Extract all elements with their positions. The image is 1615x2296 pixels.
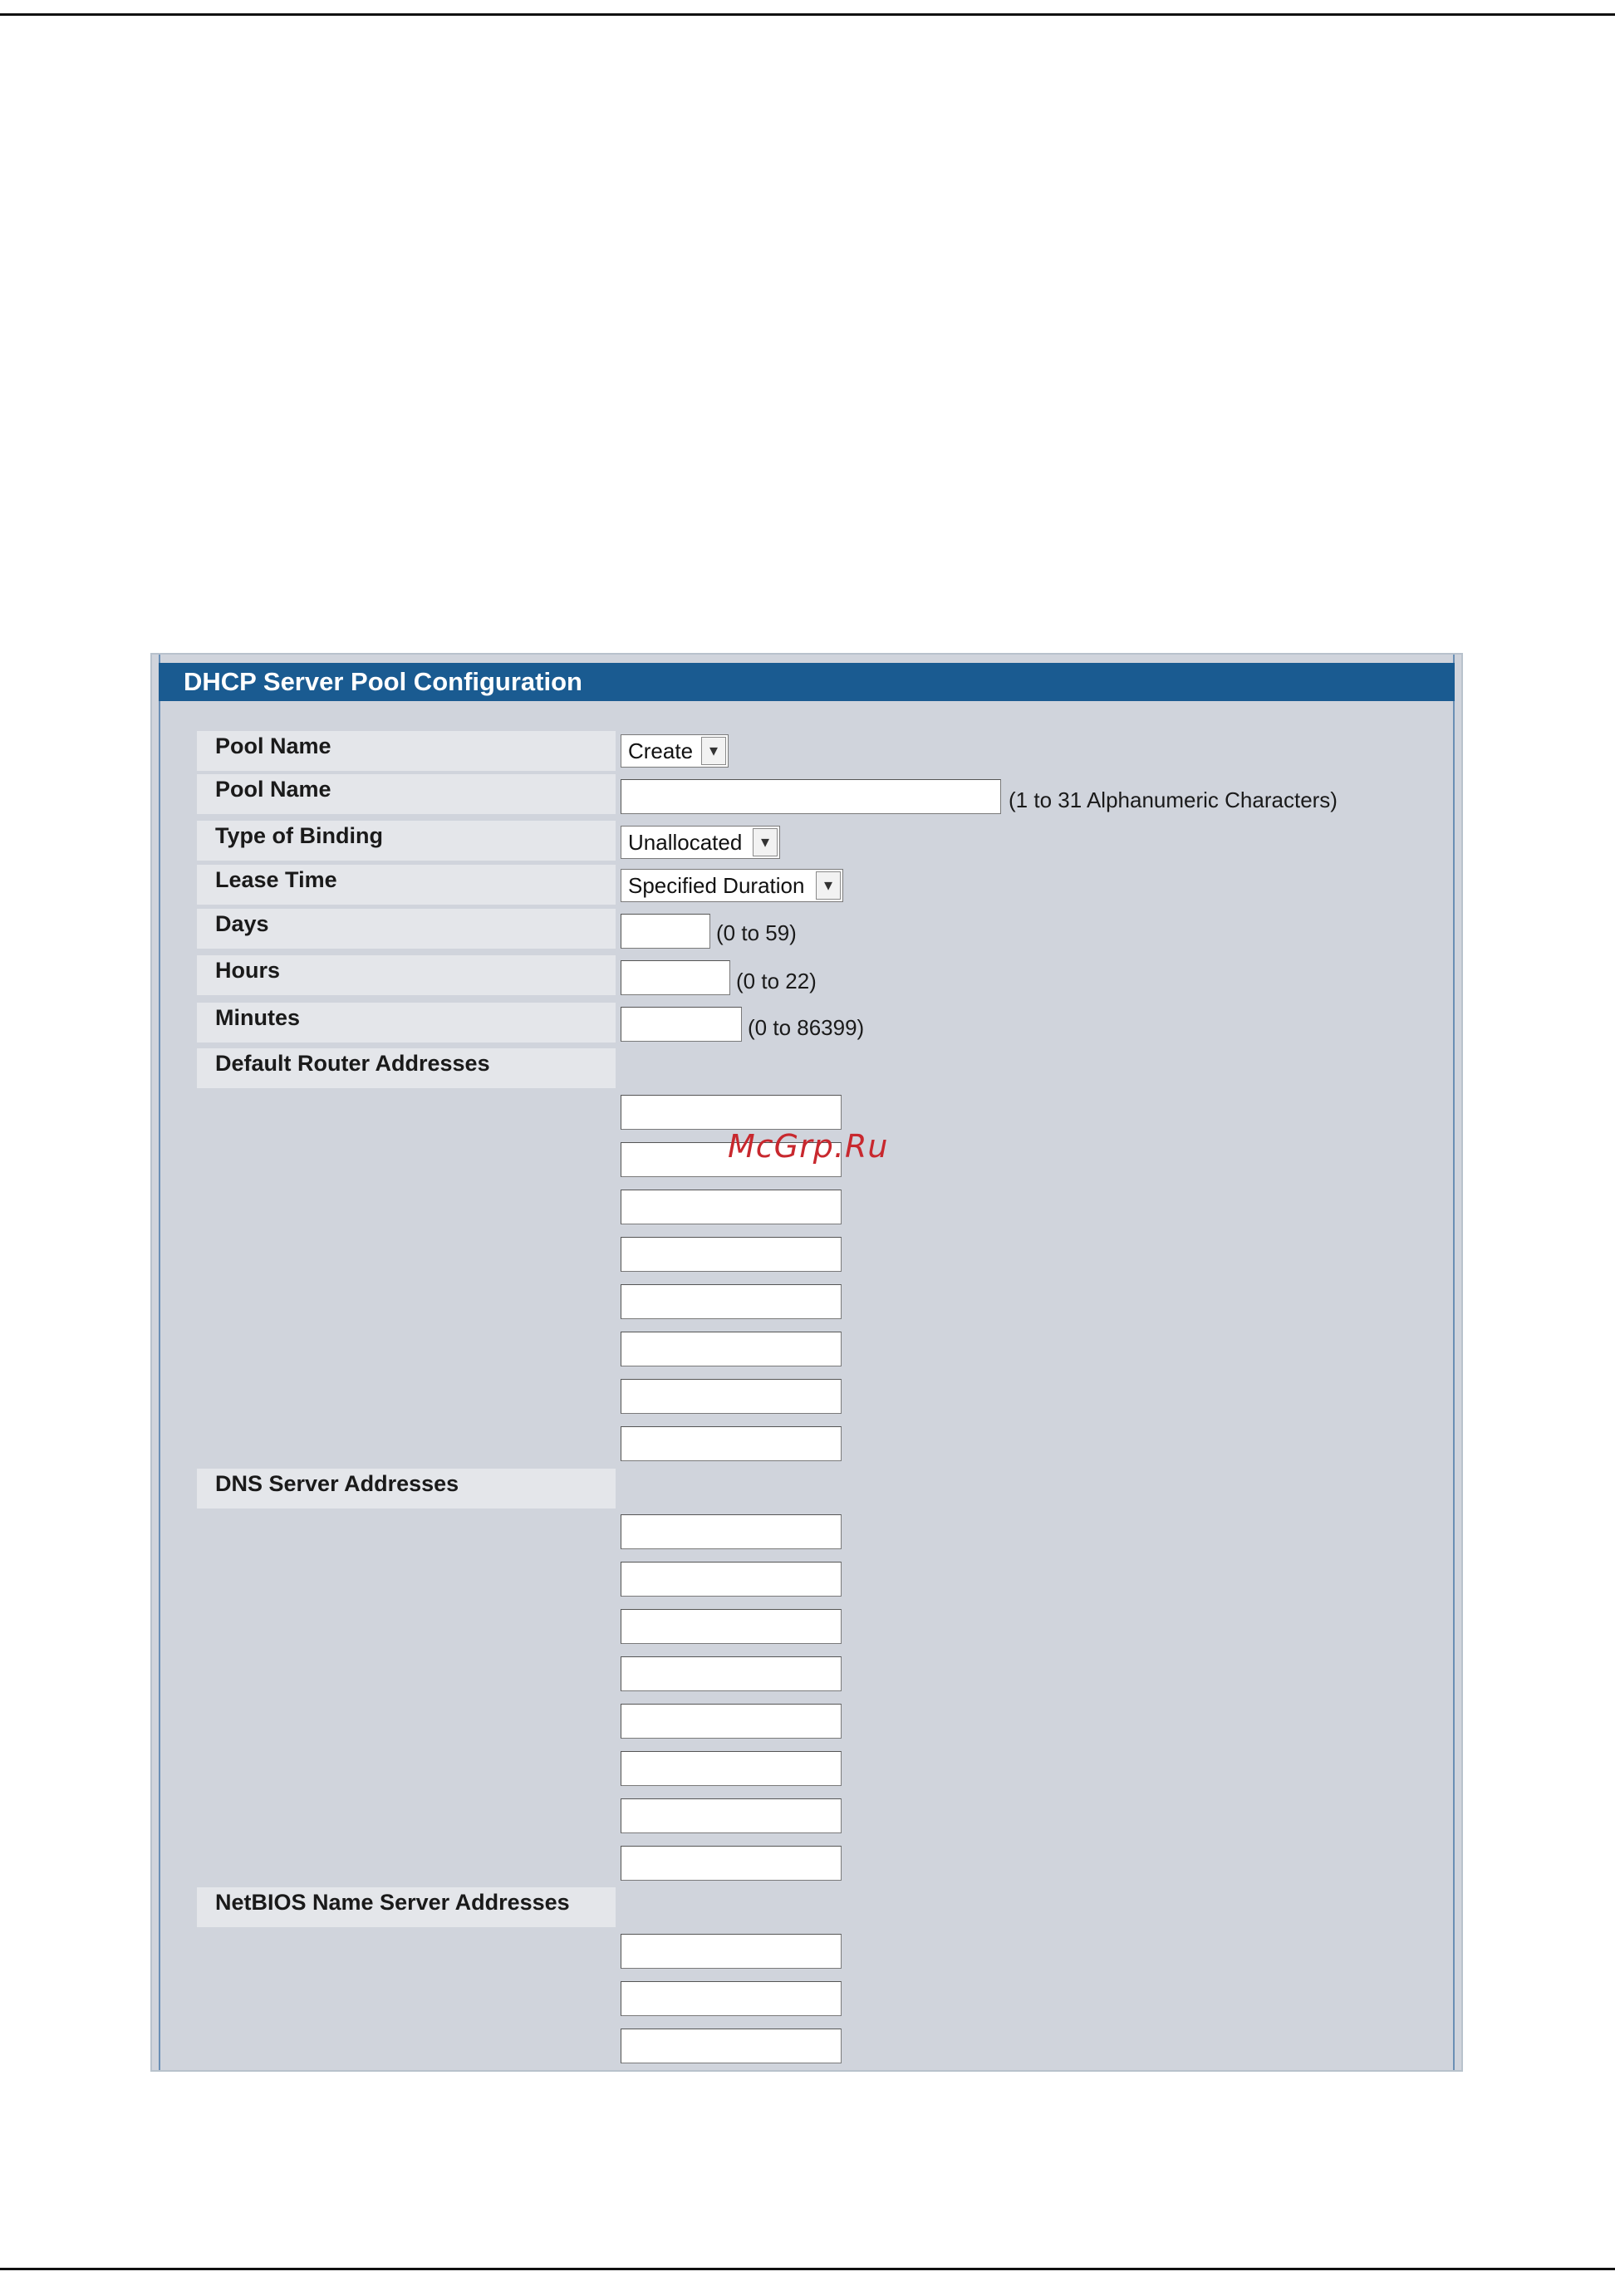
- hours-hint: (0 to 22): [736, 969, 817, 993]
- dns-server-address-4[interactable]: [621, 1656, 842, 1691]
- chevron-down-icon[interactable]: ▾: [816, 871, 841, 900]
- netbios-name-server-address-2[interactable]: [621, 1981, 842, 2016]
- default-router-address-8[interactable]: [621, 1426, 842, 1461]
- netbios-name-server-address-1[interactable]: [621, 1934, 842, 1969]
- panel-title: DHCP Server Pool Configuration: [159, 663, 1455, 701]
- default-router-address-6[interactable]: [621, 1332, 842, 1366]
- lease-time-select[interactable]: [621, 869, 843, 902]
- pool-name-select-value: Create: [628, 738, 694, 763]
- pool-name-select-label: Pool Name: [197, 731, 616, 771]
- dns-server-address-3[interactable]: [621, 1609, 842, 1644]
- type-of-binding-label: Type of Binding: [197, 821, 616, 861]
- default-router-address-7[interactable]: [621, 1379, 842, 1414]
- default-router-address-3[interactable]: [621, 1190, 842, 1224]
- netbios-name-server-addresses-label: NetBIOS Name Server Addresses: [197, 1887, 616, 1927]
- default-router-address-1[interactable]: [621, 1095, 842, 1130]
- default-router-address-5[interactable]: [621, 1284, 842, 1319]
- chevron-down-icon[interactable]: ▾: [701, 737, 726, 765]
- lease-time-value: Specified Duration: [628, 873, 805, 898]
- type-of-binding-value: Unallocated: [628, 830, 743, 855]
- pool-name-hint: (1 to 31 Alphanumeric Characters): [1009, 787, 1338, 812]
- dns-server-address-7[interactable]: [621, 1798, 842, 1833]
- dns-server-address-6[interactable]: [621, 1751, 842, 1786]
- top-rule: [0, 13, 1615, 16]
- days-label: Days: [197, 909, 616, 949]
- hours-label: Hours: [197, 955, 616, 995]
- dns-server-address-8[interactable]: [621, 1846, 842, 1881]
- dns-server-address-2[interactable]: [621, 1562, 842, 1597]
- chevron-down-icon[interactable]: ▾: [753, 828, 778, 856]
- days-input[interactable]: [621, 914, 710, 949]
- default-router-addresses-label: Default Router Addresses: [197, 1048, 616, 1088]
- minutes-hint: (0 to 86399): [748, 1015, 865, 1040]
- watermark: McGrp.Ru: [728, 1128, 889, 1165]
- dns-server-address-1[interactable]: [621, 1514, 842, 1549]
- type-of-binding-select[interactable]: [621, 826, 780, 859]
- days-hint: (0 to 59): [716, 920, 797, 945]
- minutes-input[interactable]: [621, 1007, 742, 1042]
- hours-input[interactable]: [621, 960, 730, 995]
- dns-server-address-5[interactable]: [621, 1704, 842, 1739]
- dns-server-addresses-label: DNS Server Addresses: [197, 1469, 616, 1509]
- bottom-rule: [0, 2268, 1615, 2270]
- default-router-address-4[interactable]: [621, 1237, 842, 1272]
- netbios-name-server-address-3[interactable]: [621, 2029, 842, 2063]
- minutes-label: Minutes: [197, 1003, 616, 1043]
- pool-name-select[interactable]: [621, 734, 729, 768]
- pool-name-input[interactable]: [621, 779, 1001, 814]
- lease-time-label: Lease Time: [197, 865, 616, 905]
- pool-name-input-label: Pool Name: [197, 774, 616, 814]
